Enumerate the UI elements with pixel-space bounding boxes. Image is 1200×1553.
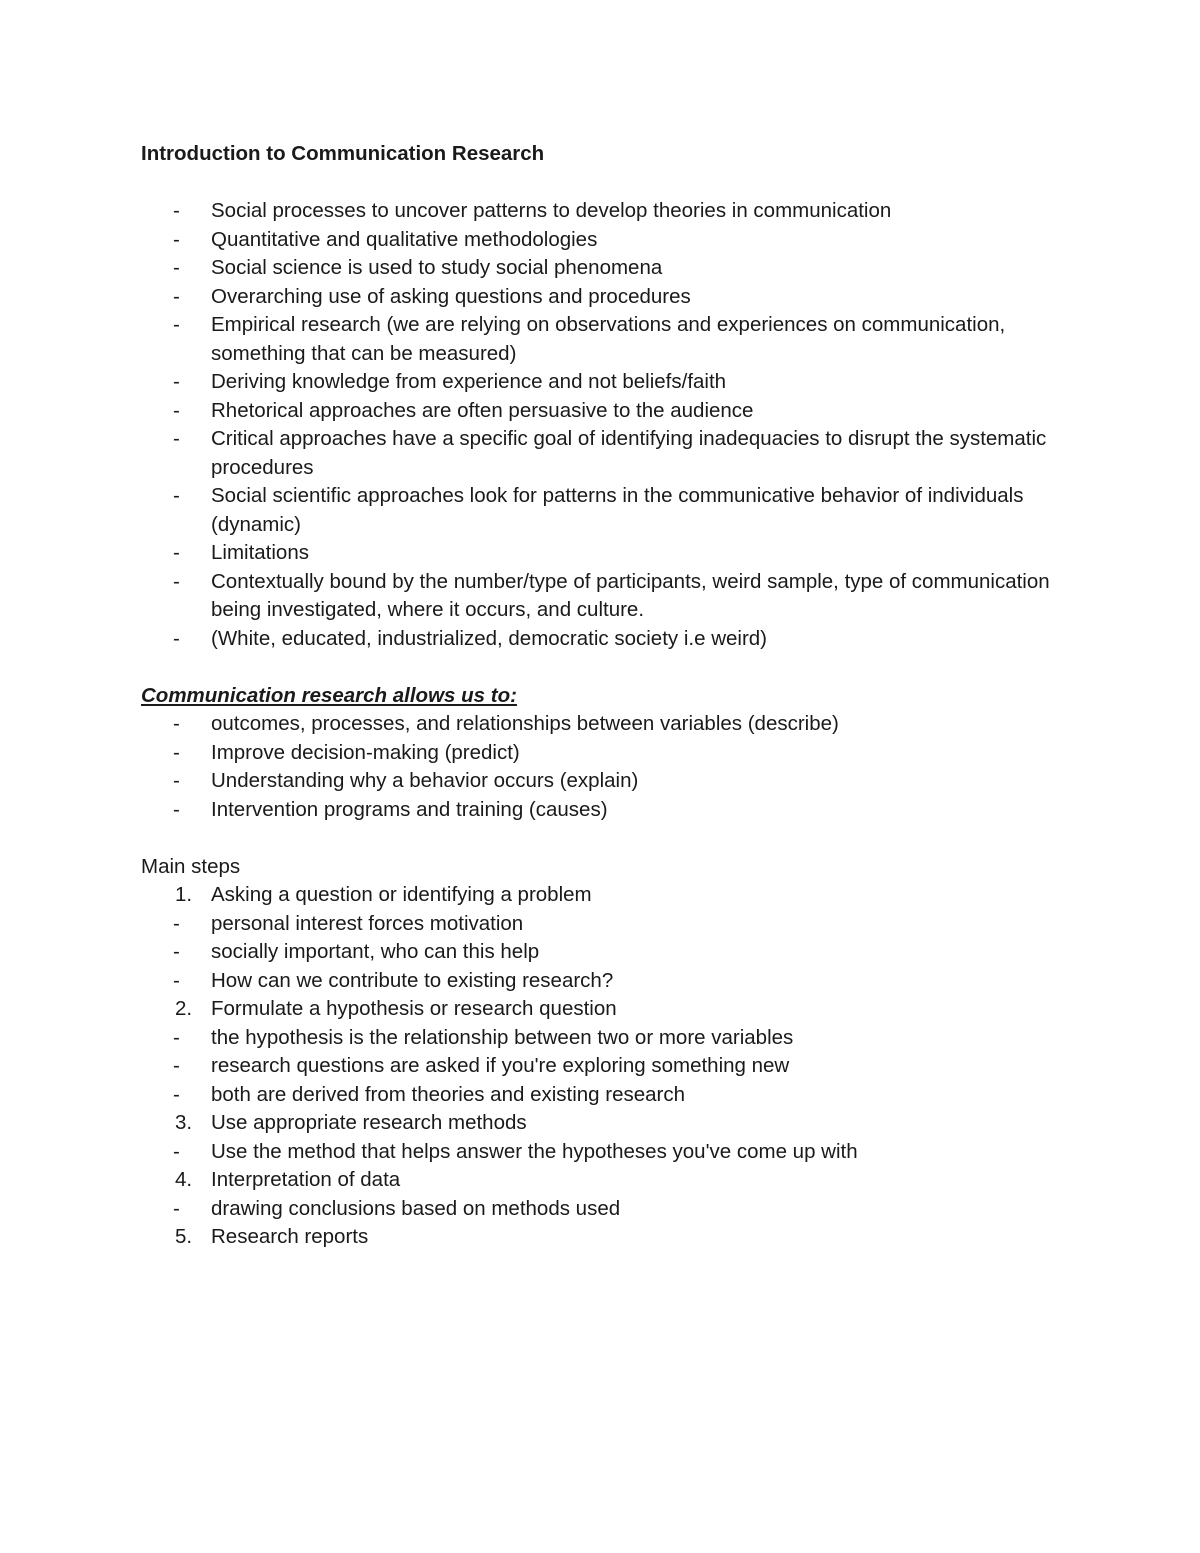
list-item-text: Deriving knowledge from experience and not beliefs/faith xyxy=(211,370,727,393)
list-item-text: Contextually bound by the number/type of participants, weird sample, type of communication being investigated, where it occurs, and culture. xyxy=(211,569,1050,621)
list-item-text: socially important, who can this help xyxy=(211,940,540,963)
list-item-text: Use appropriate research methods xyxy=(211,1111,527,1134)
spacer xyxy=(141,169,1081,198)
dash-bullet: - xyxy=(173,370,180,393)
dash-bullet: - xyxy=(173,797,180,821)
list-item-text: Formulate a hypothesis or research question xyxy=(211,997,617,1020)
list-item xyxy=(141,625,1081,654)
dash-bullet: - xyxy=(173,1196,180,1220)
step-number: 5. xyxy=(175,1225,193,1248)
list-item xyxy=(141,539,1081,568)
dash-bullet: - xyxy=(173,626,180,650)
list-item xyxy=(141,482,1081,539)
dash-bullet: - xyxy=(173,313,180,336)
list-item xyxy=(141,1024,1081,1053)
page-title: Introduction to Communication Research xyxy=(141,142,545,165)
list-item-text: Use the method that helps answer the hypotheses you've come up with xyxy=(211,1139,858,1163)
list-item-text: Social processes to uncover patterns to develop theories in communication xyxy=(211,199,892,222)
dash-bullet: - xyxy=(173,284,180,308)
step-number: 2. xyxy=(175,997,193,1020)
list-item xyxy=(141,197,1081,226)
list-item xyxy=(141,910,1081,939)
dash-bullet: - xyxy=(173,227,180,251)
dash-bullet: - xyxy=(173,398,180,422)
steps-heading: Main steps xyxy=(141,854,241,878)
list-item xyxy=(141,311,1081,368)
step-number: 1. xyxy=(175,883,193,906)
list-item-text: Understanding why a behavior occurs (explain) xyxy=(211,769,639,792)
list-item xyxy=(141,254,1081,283)
dash-bullet: - xyxy=(173,1139,180,1163)
dash-bullet: - xyxy=(173,1082,180,1106)
dash-bullet: - xyxy=(173,712,180,735)
list-item xyxy=(141,283,1081,312)
list-item-text: Rhetorical approaches are often persuasive to the audience xyxy=(211,398,754,422)
list-item xyxy=(141,425,1081,482)
dash-bullet: - xyxy=(173,740,180,764)
allows-heading: Communication research allows us to: xyxy=(141,683,517,707)
list-item-text: Quantitative and qualitative methodologies xyxy=(211,227,598,251)
dash-bullet: - xyxy=(173,769,180,792)
list-item-text: Intervention programs and training (causes) xyxy=(211,797,608,821)
dash-bullet: - xyxy=(173,1025,180,1049)
spacer xyxy=(141,824,1081,853)
dash-bullet: - xyxy=(173,569,180,593)
list-item-text: both are derived from theories and existing research xyxy=(211,1082,686,1106)
list-item xyxy=(141,796,1081,825)
list-item-text: drawing conclusions based on methods used xyxy=(211,1196,621,1220)
list-item-text: Social science is used to study social phenomena xyxy=(211,256,663,279)
list-item xyxy=(141,1052,1081,1081)
list-item xyxy=(141,881,1081,910)
dash-bullet: - xyxy=(173,256,180,279)
dash-bullet: - xyxy=(173,199,180,222)
list-item xyxy=(141,1195,1081,1224)
dash-bullet: - xyxy=(173,427,180,450)
list-item-text: Improve decision-making (predict) xyxy=(211,740,520,764)
list-item xyxy=(141,767,1081,796)
list-item xyxy=(141,226,1081,255)
list-item-text: Social scientific approaches look for patterns in the communicative behavior of individuals (dynamic) xyxy=(211,484,1024,536)
spacer xyxy=(141,653,1081,682)
dash-bullet: - xyxy=(173,484,180,507)
list-item-text: Research reports xyxy=(211,1225,369,1248)
list-item xyxy=(141,739,1081,768)
dash-bullet: - xyxy=(173,968,180,992)
dash-bullet: - xyxy=(173,911,180,935)
list-item-text: Interpretation of data xyxy=(211,1168,401,1191)
document-body xyxy=(141,140,1081,1252)
list-item xyxy=(141,368,1081,397)
steps-list xyxy=(141,881,1081,1252)
list-item xyxy=(141,1166,1081,1195)
list-item xyxy=(141,710,1081,739)
list-item xyxy=(141,967,1081,996)
list-item-text: Overarching use of asking questions and procedures xyxy=(211,284,691,308)
list-item-text: How can we contribute to existing research? xyxy=(211,968,614,992)
list-item xyxy=(141,938,1081,967)
list-item-text: (White, educated, industrialized, democratic society i.e weird) xyxy=(211,626,768,650)
list-item-text: the hypothesis is the relationship between two or more variables xyxy=(211,1025,794,1049)
list-item xyxy=(141,1223,1081,1252)
list-item-text: Asking a question or identifying a problem xyxy=(211,883,592,906)
list-item-text: personal interest forces motivation xyxy=(211,911,524,935)
dash-bullet: - xyxy=(173,940,180,963)
list-item xyxy=(141,568,1081,625)
dash-bullet: - xyxy=(173,541,180,564)
step-number: 4. xyxy=(175,1168,193,1191)
list-item-text: Limitations xyxy=(211,541,309,564)
list-item-text: Critical approaches have a specific goal of identifying inadequacies to disrupt the systematic procedures xyxy=(211,427,1047,479)
list-item-text: outcomes, processes, and relationships between variables (describe) xyxy=(211,712,839,735)
list-item xyxy=(141,995,1081,1024)
list-item xyxy=(141,1081,1081,1110)
dash-bullet: - xyxy=(173,1054,180,1077)
intro-list xyxy=(141,197,1081,653)
list-item xyxy=(141,1109,1081,1138)
list-item xyxy=(141,397,1081,426)
step-number: 3. xyxy=(175,1111,193,1134)
list-item-text: research questions are asked if you're exploring something new xyxy=(211,1054,790,1077)
allows-list xyxy=(141,710,1081,824)
list-item xyxy=(141,1138,1081,1167)
list-item-text: Empirical research (we are relying on observations and experiences on communication, something that can be measured) xyxy=(211,313,1006,365)
